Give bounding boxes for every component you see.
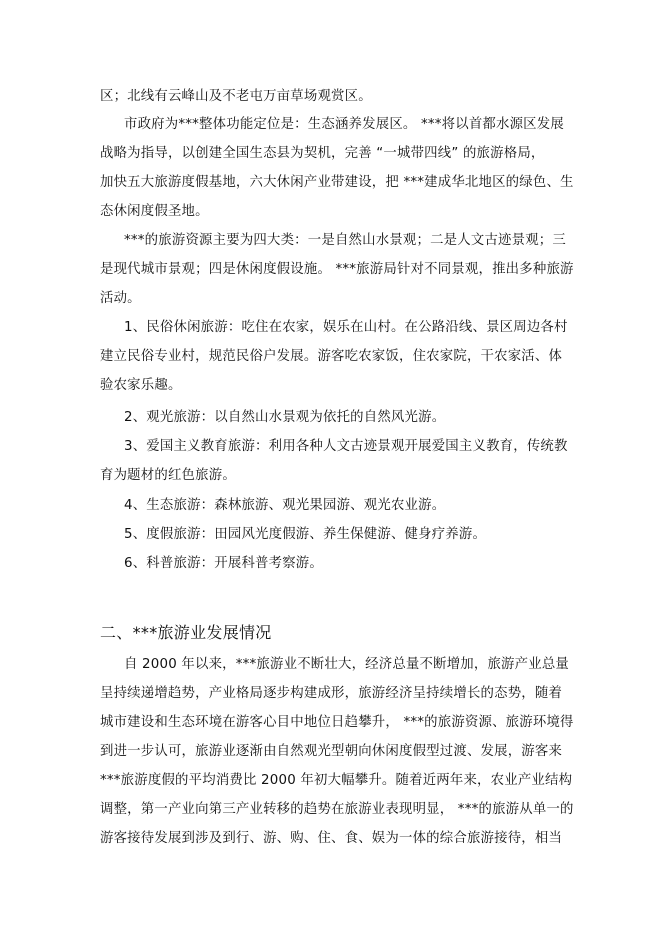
list-item-line: 4、生态旅游：森林旅游、观光果园游、观光农业游。 — [124, 498, 446, 513]
paragraph-line: ***的旅游资源主要为四大类：一是自然山水景观；二是人文古迹景观；三 — [124, 233, 566, 248]
paragraph-line: 自 2000 年以来，***旅游业不断壮大，经济总量不断增加，旅游产业总量 — [124, 657, 570, 672]
list-item-line: 1、民俗休闲旅游：吃住在农家，娱乐在山村。在公路沿线、景区周边各村 — [124, 320, 568, 335]
paragraph-line: 调整，第一产业向第三产业转移的趋势在旅游业表现明显， ***的旅游从单一的 — [100, 802, 574, 817]
paragraph-line: ***旅游度假的平均消费比 2000 年初大幅攀升。随着近两年来，农业产业结构 — [100, 773, 573, 788]
paragraph-line: 加快五大旅游度假基地，六大休闲产业带建设，把 ***建成华北地区的绿色、生 — [100, 175, 574, 190]
list-item-line: 育为题材的红色旅游。 — [100, 468, 236, 483]
paragraph-line: 到进一步认可，旅游业逐渐由自然观光型朝向休闲度假型过渡、发展，游客来 — [100, 744, 563, 759]
paragraph-line: 区；北线有云峰山及不老屯万亩草场观赏区。 — [100, 89, 372, 104]
list-item-line: 3、爱国主义教育旅游：利用各种人文古迹景观开展爱国主义教育，传统教 — [124, 439, 568, 454]
paragraph-line: 战略为指导，以创建全国生态县为契机，完善 “一城带四线” 的旅游格局， — [100, 146, 545, 161]
paragraph-line: 是现代城市景观；四是休闲度假设施。 ***旅游局针对不同景观，推出多种旅游 — [100, 262, 574, 277]
list-item-line: 6、科普旅游：开展科普考察游。 — [124, 556, 323, 571]
list-item-line: 验农家乐趣。 — [100, 378, 182, 393]
paragraph-line: 市政府为***整体功能定位是：生态涵养发展区。 ***将以首都水源区发展 — [124, 117, 564, 132]
list-item-line: 2、观光旅游：以自然山水景观为依托的自然风光游。 — [124, 410, 446, 425]
list-item-line: 建立民俗专业村，规范民俗户发展。游客吃农家饭，住农家院，干农家活、体 — [100, 349, 563, 364]
paragraph-line: 游客接待发展到涉及到行、游、购、住、食、娱为一体的综合旅游接待，相当 — [100, 831, 563, 846]
paragraph-line: 城市建设和生态环境在游客心目中地位日趋攀升， ***的旅游资源、旅游环境得 — [100, 715, 574, 730]
list-item-line: 5、度假旅游：田园风光度假游、养生保健游、健身疗养游。 — [124, 527, 487, 542]
section-heading: 二、***旅游业发展情况 — [100, 623, 272, 642]
paragraph-line: 态休闲度假圣地。 — [100, 204, 209, 219]
paragraph-line: 呈持续递增趋势，产业格局逐步构建成形，旅游经济呈持续增长的态势，随着 — [100, 686, 563, 701]
paragraph-line: 活动。 — [100, 291, 141, 306]
